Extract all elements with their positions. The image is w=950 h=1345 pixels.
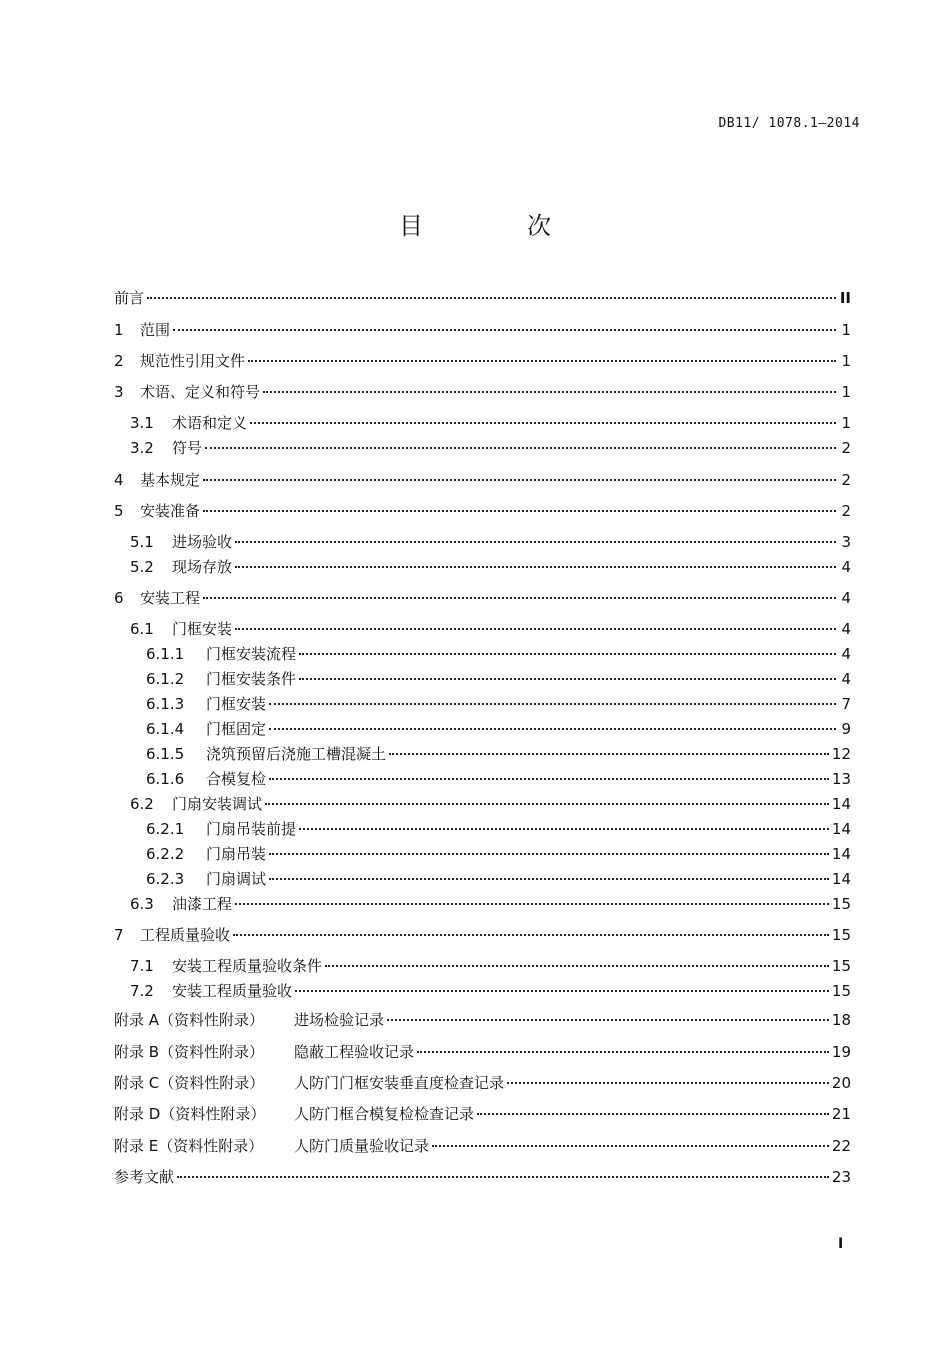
toc-leader-dots <box>203 597 836 599</box>
toc-entry-number: 6.2.3 <box>146 870 185 888</box>
toc-entry[interactable] <box>114 588 851 608</box>
toc-entry-page: 2 <box>841 439 851 457</box>
toc-entry-page: 7 <box>841 695 851 713</box>
toc-leader-dots <box>325 965 829 967</box>
toc-entry[interactable] <box>114 894 851 914</box>
toc-entry[interactable] <box>114 925 851 945</box>
toc-entry[interactable] <box>114 320 851 340</box>
toc-entry-number: 7 <box>114 926 124 944</box>
toc-entry-page: 12 <box>831 745 851 763</box>
toc-leader-dots <box>389 753 829 755</box>
page-title: 目 次 <box>399 212 591 240</box>
toc-leader-dots <box>387 1019 829 1021</box>
toc-entry-page: 4 <box>841 670 851 688</box>
toc-entry-label: 安装工程质量验收 <box>172 982 293 1000</box>
toc-leader-dots <box>235 541 836 543</box>
toc-leader-dots <box>269 728 836 730</box>
toc-entry[interactable] <box>114 1073 851 1093</box>
toc-entry-page: 14 <box>831 795 851 813</box>
toc-entry-label: 门框安装 <box>206 695 267 713</box>
toc-entry-page: 14 <box>831 870 851 888</box>
toc-entry-page: 21 <box>831 1105 851 1123</box>
toc-leader-dots <box>507 1082 829 1084</box>
toc-entry[interactable] <box>114 1136 851 1156</box>
toc-entry[interactable] <box>114 382 851 402</box>
toc-entry-page: 19 <box>831 1043 851 1061</box>
toc-entry[interactable] <box>114 501 851 521</box>
toc-entry-number: 2 <box>114 352 124 370</box>
toc-entry-number: 3 <box>114 383 124 401</box>
toc-entry-page: 15 <box>831 982 851 1000</box>
toc-entry-number: 6 <box>114 589 124 607</box>
toc-entry[interactable] <box>114 532 851 552</box>
toc-entry-label: 安装工程质量验收条件 <box>172 957 323 975</box>
toc-entry-label: 人防门框合模复检检查记录 <box>294 1105 475 1123</box>
toc-leader-dots <box>432 1145 829 1147</box>
toc-entry[interactable] <box>114 1042 851 1062</box>
toc-entry-page: 15 <box>831 895 851 913</box>
toc-entry[interactable] <box>114 413 851 433</box>
toc-entry-number: 5 <box>114 502 124 520</box>
toc-entry-page: 20 <box>831 1074 851 1092</box>
toc-entry-page: 3 <box>841 533 851 551</box>
toc-entry-label: 门框安装条件 <box>206 670 297 688</box>
toc-entry-number: 6.1.6 <box>146 770 185 788</box>
toc-entry-number: 5.1 <box>130 533 154 551</box>
toc-entry-number: 6.2.1 <box>146 820 185 838</box>
toc-entry[interactable] <box>114 694 851 714</box>
toc-entry-label: 工程质量验收 <box>140 926 231 944</box>
toc-entry[interactable] <box>114 794 851 814</box>
toc-entry-label: 安装准备 <box>140 502 201 520</box>
toc-entry-label: 门框固定 <box>206 720 267 738</box>
toc-entry[interactable] <box>114 557 851 577</box>
toc-entry-page: 1 <box>841 352 851 370</box>
toc-leader-dots <box>299 828 829 830</box>
toc-leader-dots <box>177 1176 829 1178</box>
toc-entry-number: 6.1.3 <box>146 695 185 713</box>
toc-leader-dots <box>265 803 829 805</box>
toc-entry-page: 2 <box>841 471 851 489</box>
toc-entry[interactable] <box>114 619 851 639</box>
toc-entry-page: 9 <box>841 720 851 738</box>
toc-leader-dots <box>173 329 836 331</box>
toc-entry-number: 附录 A（资料性附录） <box>114 1011 265 1029</box>
toc-entry[interactable] <box>114 438 851 458</box>
toc-leader-dots <box>235 628 836 630</box>
toc-entry[interactable] <box>114 1010 851 1030</box>
toc-entry-label: 门框安装 <box>172 620 233 638</box>
toc-entry-number: 6.2.2 <box>146 845 185 863</box>
toc-entry[interactable] <box>114 1167 851 1187</box>
toc-entry-label: 前言 <box>114 289 145 307</box>
toc-entry-page: 23 <box>831 1168 851 1186</box>
toc-entry-number: 6.1.2 <box>146 670 185 688</box>
toc-entry-label: 规范性引用文件 <box>140 352 246 370</box>
toc-entry[interactable] <box>114 470 851 490</box>
toc-entry-page: 1 <box>841 414 851 432</box>
toc-entry-number: 3.2 <box>130 439 154 457</box>
toc-entry-label: 门扇安装调试 <box>172 795 263 813</box>
toc-entry-label: 人防门质量验收记录 <box>294 1137 430 1155</box>
toc-entry-number: 6.2 <box>130 795 154 813</box>
toc-entry-label: 现场存放 <box>172 558 233 576</box>
toc-entry-label: 基本规定 <box>140 471 201 489</box>
toc-leader-dots <box>205 447 836 449</box>
page-number: I <box>838 1236 844 1252</box>
toc-leader-dots <box>147 297 836 299</box>
toc-leader-dots <box>203 479 836 481</box>
toc-leader-dots <box>269 878 829 880</box>
toc-leader-dots <box>248 360 836 362</box>
toc-entry-page: 1 <box>841 321 851 339</box>
toc-entry-number: 附录 D（资料性附录） <box>114 1105 266 1123</box>
toc-entry-label: 门框安装流程 <box>206 645 297 663</box>
toc-leader-dots <box>263 391 836 393</box>
toc-entry-label: 门扇吊装 <box>206 845 267 863</box>
toc-entry-number: 3.1 <box>130 414 154 432</box>
toc-entry-number: 附录 C（资料性附录） <box>114 1074 265 1092</box>
toc-entry-page: 22 <box>831 1137 851 1155</box>
toc-entry-page: 4 <box>841 645 851 663</box>
toc-entry[interactable] <box>114 1104 851 1124</box>
toc-leader-dots <box>250 422 836 424</box>
toc-entry-label: 范围 <box>140 321 171 339</box>
toc-entry-label: 人防门门框安装垂直度检查记录 <box>294 1074 505 1092</box>
toc-leader-dots <box>295 990 829 992</box>
toc-entry-number: 1 <box>114 321 124 339</box>
toc-entry-number: 4 <box>114 471 124 489</box>
toc-entry-label: 符号 <box>172 439 203 457</box>
toc-entry-page: 4 <box>841 589 851 607</box>
toc-entry-number: 5.2 <box>130 558 154 576</box>
toc-entry[interactable] <box>114 956 851 976</box>
toc-entry-number: 附录 B（资料性附录） <box>114 1043 265 1061</box>
toc-entry-page: 14 <box>831 820 851 838</box>
toc-entry-label: 门扇调试 <box>206 870 267 888</box>
toc-entry-page: 15 <box>831 957 851 975</box>
toc-leader-dots <box>203 510 836 512</box>
toc-entry[interactable] <box>114 644 851 664</box>
toc-entry[interactable] <box>114 844 851 864</box>
toc-entry[interactable] <box>114 288 851 308</box>
toc-entry-label: 门扇吊装前提 <box>206 820 297 838</box>
toc-entry-page: 14 <box>831 845 851 863</box>
toc-entry-page: 4 <box>841 558 851 576</box>
toc-entry[interactable] <box>114 981 851 1001</box>
toc-entry-label: 浇筑预留后浇施工槽混凝土 <box>206 745 387 763</box>
toc-entry-page: II <box>839 289 851 307</box>
toc-leader-dots <box>233 934 829 936</box>
toc-entry[interactable] <box>114 869 851 889</box>
toc-entry[interactable] <box>114 819 851 839</box>
toc-entry[interactable] <box>114 719 851 739</box>
toc-entry-number: 6.1 <box>130 620 154 638</box>
toc-entry-label: 术语和定义 <box>172 414 248 432</box>
toc-entry-number: 6.1.5 <box>146 745 185 763</box>
toc-leader-dots <box>235 566 836 568</box>
toc-entry-number: 6.1.1 <box>146 645 185 663</box>
toc-entry-label: 进场验收 <box>172 533 233 551</box>
toc-entry-page: 15 <box>831 926 851 944</box>
toc-entry[interactable] <box>114 669 851 689</box>
toc-entry-label: 安装工程 <box>140 589 201 607</box>
toc-leader-dots <box>299 678 836 680</box>
toc-entry-page: 18 <box>831 1011 851 1029</box>
toc-entry-number: 7.2 <box>130 982 154 1000</box>
toc-entry-page: 13 <box>831 770 851 788</box>
toc-leader-dots <box>269 853 829 855</box>
toc-entry-label: 油漆工程 <box>172 895 233 913</box>
toc-entry-number: 6.1.4 <box>146 720 185 738</box>
toc-leader-dots <box>299 653 836 655</box>
toc-entry-label: 参考文献 <box>114 1168 175 1186</box>
toc-leader-dots <box>477 1113 829 1115</box>
toc-leader-dots <box>269 778 829 780</box>
document-code: DB11/ 1078.1—2014 <box>718 116 860 131</box>
toc-entry-label: 进场检验记录 <box>294 1011 385 1029</box>
toc-leader-dots <box>269 703 836 705</box>
toc-entry[interactable] <box>114 769 851 789</box>
toc-entry[interactable] <box>114 351 851 371</box>
toc-entry-page: 2 <box>841 502 851 520</box>
toc-leader-dots <box>235 903 829 905</box>
toc-entry-label: 隐蔽工程验收记录 <box>294 1043 415 1061</box>
toc-entry-label: 合模复检 <box>206 770 267 788</box>
toc-entry-label: 术语、定义和符号 <box>140 383 261 401</box>
toc-entry[interactable] <box>114 744 851 764</box>
toc-entry-number: 7.1 <box>130 957 154 975</box>
toc-entry-page: 1 <box>841 383 851 401</box>
toc-entry-number: 附录 E（资料性附录） <box>114 1137 264 1155</box>
toc-entry-number: 6.3 <box>130 895 154 913</box>
toc-entry-page: 4 <box>841 620 851 638</box>
toc-leader-dots <box>417 1051 829 1053</box>
